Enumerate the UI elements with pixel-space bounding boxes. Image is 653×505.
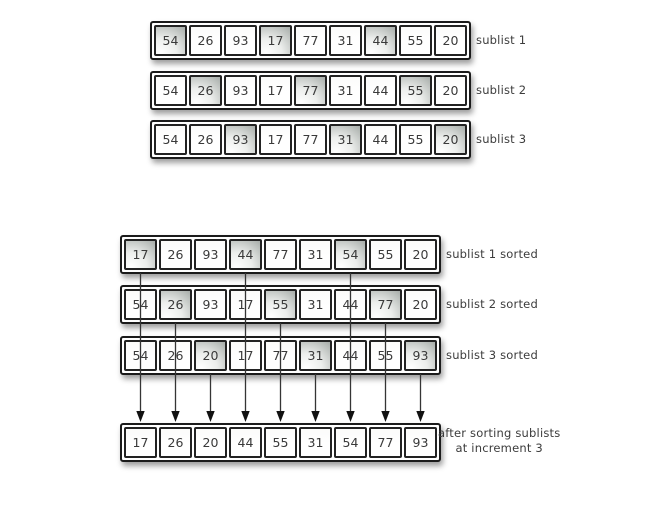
value-box: 54	[334, 427, 367, 458]
value-box: 93	[194, 239, 227, 270]
value-box-highlighted: 44	[229, 239, 262, 270]
value-box: 93	[404, 427, 437, 458]
value-box-highlighted: 31	[329, 124, 362, 155]
value-box: 26	[159, 340, 192, 371]
value-box: 54	[124, 289, 157, 320]
label-sublist-1-sorted: sublist 1 sorted	[446, 247, 538, 261]
value-box: 55	[399, 25, 432, 56]
value-box-highlighted: 17	[124, 239, 157, 270]
value-box-highlighted: 20	[434, 124, 467, 155]
value-box-highlighted: 31	[299, 340, 332, 371]
value-box-highlighted: 77	[369, 289, 402, 320]
value-box-highlighted: 26	[189, 75, 222, 106]
sublist-1-sorted-row	[120, 235, 441, 274]
value-box: 54	[124, 340, 157, 371]
value-box: 44	[334, 340, 367, 371]
value-box: 26	[189, 124, 222, 155]
label-sublist-3-sorted: sublist 3 sorted	[446, 348, 538, 362]
label-sublist-3: sublist 3	[476, 132, 527, 146]
value-box: 17	[124, 427, 157, 458]
value-box-highlighted: 20	[194, 340, 227, 371]
value-box-highlighted: 55	[264, 289, 297, 320]
label-result-line1: after sorting sublists	[438, 426, 561, 440]
sublist-1-row	[150, 21, 471, 60]
label-sublist-2: sublist 2	[476, 83, 527, 97]
label-sublist-2-sorted: sublist 2 sorted	[446, 297, 538, 311]
value-box-highlighted: 55	[399, 75, 432, 106]
value-box: 44	[334, 289, 367, 320]
value-box: 17	[229, 340, 262, 371]
value-box: 93	[224, 25, 257, 56]
value-box: 55	[399, 124, 432, 155]
value-box: 93	[224, 75, 257, 106]
value-box: 20	[404, 289, 437, 320]
label-result	[438, 426, 560, 456]
label-result-line2: at increment 3	[455, 441, 543, 455]
value-box-highlighted: 26	[159, 289, 192, 320]
value-box: 44	[229, 427, 262, 458]
value-box: 26	[189, 25, 222, 56]
value-box: 31	[329, 75, 362, 106]
sublist-3-row	[150, 120, 471, 159]
value-box: 26	[159, 239, 192, 270]
value-box: 77	[294, 25, 327, 56]
value-box: 54	[154, 75, 187, 106]
value-box: 44	[364, 75, 397, 106]
sublist-3-sorted-row	[120, 336, 441, 375]
value-box: 31	[299, 427, 332, 458]
value-box: 77	[264, 239, 297, 270]
value-box: 77	[264, 340, 297, 371]
value-box: 31	[299, 289, 332, 320]
value-box: 20	[434, 25, 467, 56]
value-box: 31	[299, 239, 332, 270]
value-box-highlighted: 17	[259, 25, 292, 56]
value-box: 44	[364, 124, 397, 155]
value-box: 20	[404, 239, 437, 270]
value-box: 77	[369, 427, 402, 458]
label-sublist-1: sublist 1	[476, 33, 527, 47]
value-box: 17	[259, 124, 292, 155]
value-box-highlighted: 77	[294, 75, 327, 106]
result-row	[120, 423, 441, 462]
value-box: 93	[194, 289, 227, 320]
value-box-highlighted: 93	[404, 340, 437, 371]
value-box-highlighted: 54	[154, 25, 187, 56]
value-box-highlighted: 54	[334, 239, 367, 270]
sublist-2-sorted-row	[120, 285, 441, 324]
value-box: 17	[229, 289, 262, 320]
value-box: 77	[294, 124, 327, 155]
value-box: 20	[434, 75, 467, 106]
value-box-highlighted: 93	[224, 124, 257, 155]
value-box: 55	[369, 239, 402, 270]
value-box-highlighted: 44	[364, 25, 397, 56]
value-box: 26	[159, 427, 192, 458]
value-box: 31	[329, 25, 362, 56]
value-box: 55	[369, 340, 402, 371]
sublist-2-row	[150, 71, 471, 110]
value-box: 54	[154, 124, 187, 155]
value-box: 17	[259, 75, 292, 106]
value-box: 55	[264, 427, 297, 458]
value-box: 20	[194, 427, 227, 458]
